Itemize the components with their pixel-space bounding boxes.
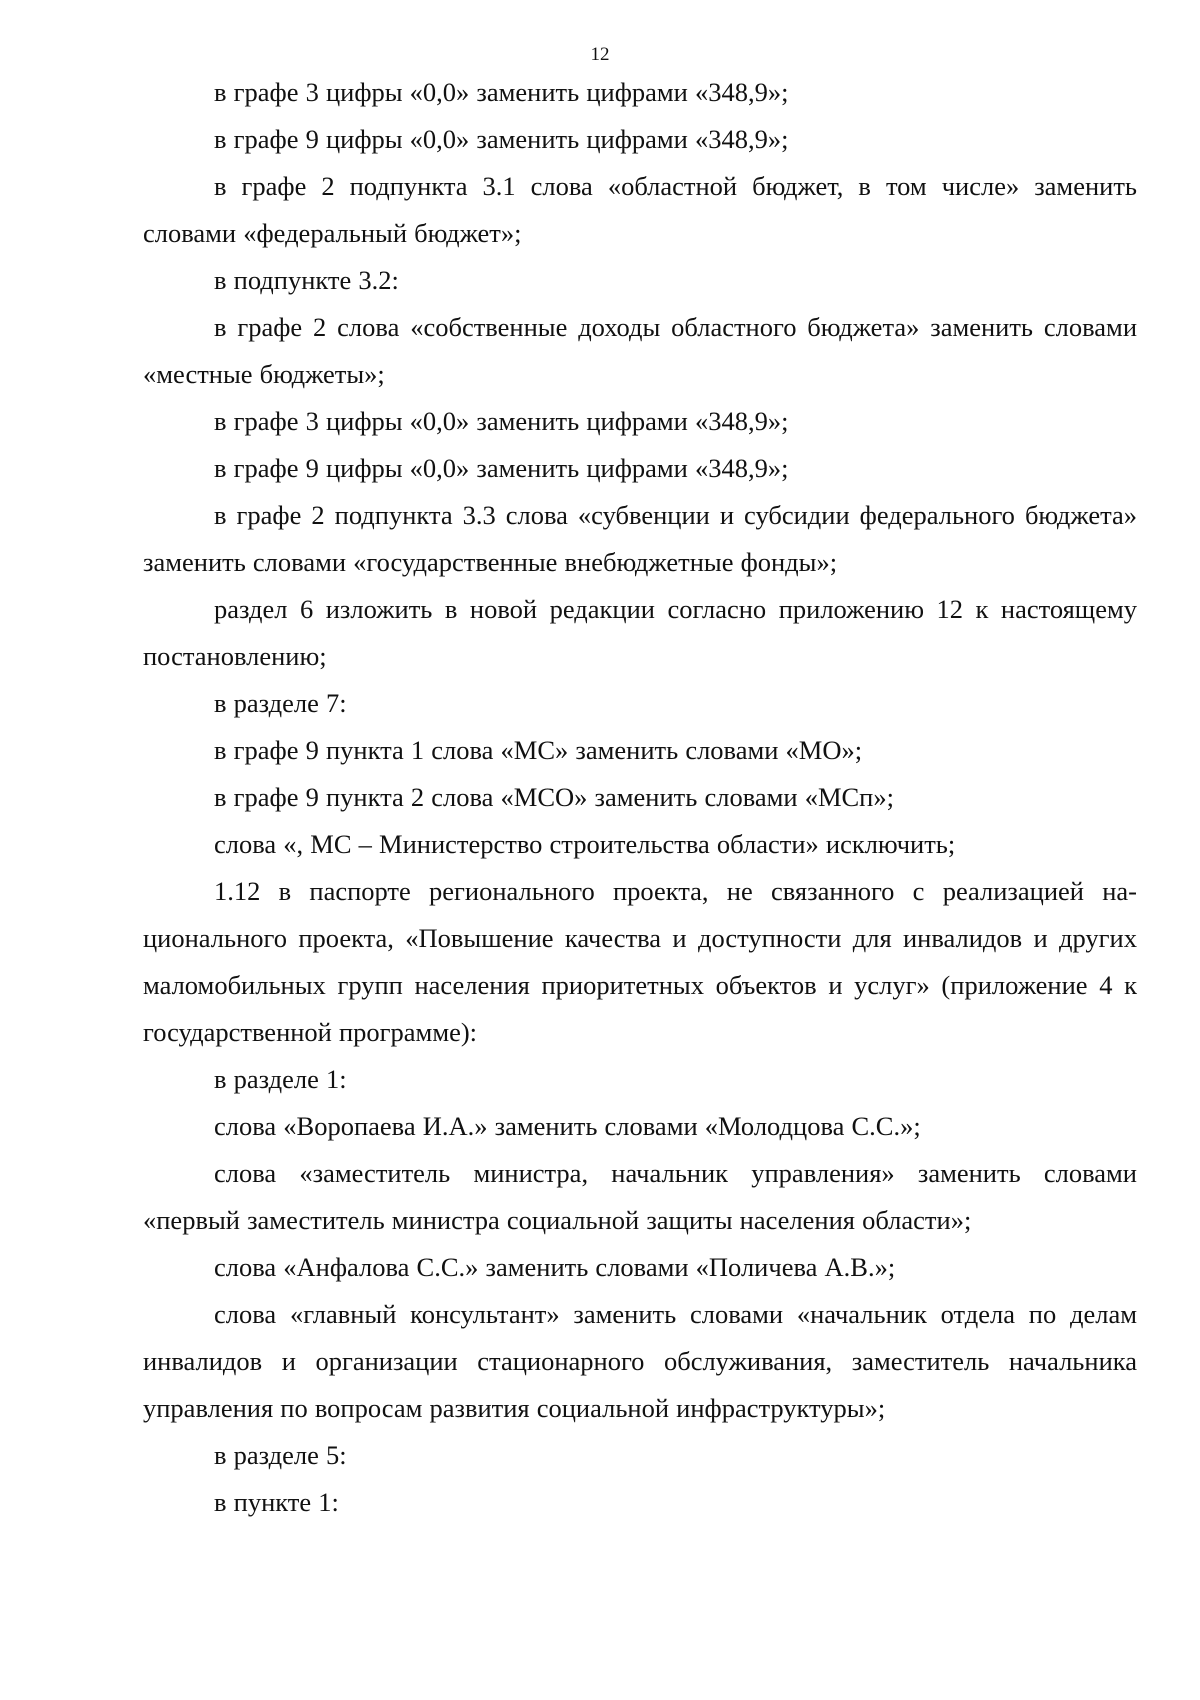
paragraph: в графе 3 цифры «0,0» заменить цифрами «348,9»; [214, 406, 789, 436]
paragraph: слова «главный консультант» заменить словами «начальник отдела по делам инвалидов и организации стационарного обслуживания, заместитель начальника управления по вопросам развития социальной инфраструктуры»; [143, 1299, 1137, 1423]
paragraph: слова «Воропаева И.А.» заменить словами «Молодцова С.С.»; [214, 1111, 921, 1141]
paragraph: в графе 2 подпункта 3.1 слова «областной бюджет, в том числе» заменить словами «федеральный бюджет»; [143, 171, 1137, 248]
paragraph: в разделе 1: [214, 1064, 347, 1094]
paragraph: в графе 2 слова «собственные доходы областного бюджета» заменить словами «местные бюджеты»; [143, 312, 1137, 389]
paragraph: в графе 3 цифры «0,0» заменить цифрами «348,9»; [214, 77, 789, 107]
paragraph: в графе 2 подпункта 3.3 слова «субвенции и субсидии федерального бюджета» заменить словами «государственные внебюджетные фонды»; [143, 500, 1137, 577]
paragraph: в графе 9 цифры «0,0» заменить цифрами «348,9»; [214, 453, 789, 483]
paragraph: раздел 6 изложить в новой редакции согласно приложению 12 к настоящему постановлению; [143, 594, 1137, 671]
paragraph: в графе 9 цифры «0,0» заменить цифрами «348,9»; [214, 124, 789, 154]
paragraph: в подпункте 3.2: [214, 265, 399, 295]
document-body [143, 69, 1137, 1526]
paragraph: слова «Анфалова С.С.» заменить словами «Поличева А.В.»; [214, 1252, 896, 1282]
page-number: 12 [590, 44, 610, 65]
paragraph: 1.12 в паспорте регионального проекта, не связанного с реализацией национального проекта, «Повышение качества и доступности для инвалидов и других маломобильных групп населения приоритетных объектов и услуг» (приложение 4 к государственной программе): [143, 876, 1137, 1047]
paragraph: в графе 9 пункта 1 слова «МС» заменить словами «МО»; [214, 735, 863, 765]
paragraph: в разделе 5: [214, 1440, 347, 1470]
paragraph: в разделе 7: [214, 688, 347, 718]
paragraph: в графе 9 пункта 2 слова «МСО» заменить словами «МСп»; [214, 782, 894, 812]
paragraph: слова «заместитель министра, начальник управления» заменить словами «первый заместитель министра социальной защиты населения области»; [143, 1158, 1137, 1235]
paragraph: в пункте 1: [214, 1487, 339, 1517]
paragraph: слова «, МС – Министерство строительства области» исключить; [214, 829, 956, 859]
